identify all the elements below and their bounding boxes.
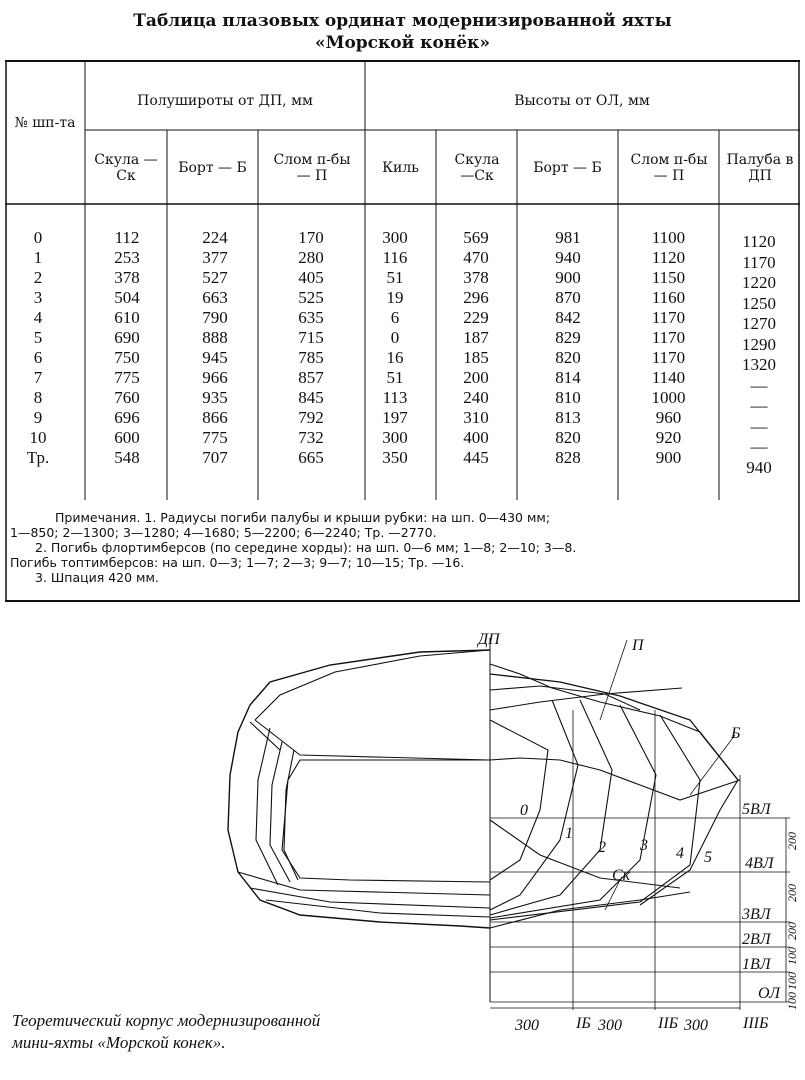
- table-cell-hb-knuckle: 405: [298, 268, 324, 287]
- note-line-2: 1—850; 2—1300; 3—1280; 4—1680; 5—2200; 6—2240; Тр. —2770.: [10, 525, 437, 540]
- table-cell-h-chine: 296: [463, 288, 489, 307]
- waterline-label-1: 1ВЛ: [742, 956, 771, 973]
- table-cell-h-deck: 1290: [742, 334, 776, 354]
- table-cell-hb-knuckle: 857: [298, 368, 324, 387]
- dim-horizontal-1: 300: [515, 1017, 539, 1034]
- note-line-5: 3. Шпация 420 мм.: [35, 570, 159, 585]
- table-cell-h-keel: 116: [382, 248, 408, 267]
- station-label-2: 2: [598, 839, 606, 856]
- figure-caption: Теоретический корпус модернизированной мини-яхты «Морской конек».: [12, 1011, 321, 1052]
- dim-vertical-1: 200: [785, 832, 799, 850]
- table-cell-hb-sheer: 966: [202, 368, 228, 387]
- table-cell-h-chine: 240: [463, 388, 489, 407]
- dim-vertical-4: 100: [785, 947, 799, 965]
- table-cell-h-chine: 310: [463, 408, 489, 427]
- table-cell-hb-sheer: 935: [202, 388, 228, 407]
- column-hb-knuckle: [268, 228, 354, 468]
- table-cell-hb-knuckle: 732: [298, 428, 324, 447]
- table-cell-stations: 5: [33, 328, 43, 347]
- table-cell-h-deck: —: [750, 416, 768, 436]
- table-cell-h-deck: —: [750, 375, 768, 395]
- column-h-knuckle: [618, 228, 719, 468]
- table-cell-h-sheer: 829: [555, 328, 581, 347]
- table-cell-h-knuckle: 1170: [651, 328, 686, 347]
- table-cell-h-knuckle: 1120: [651, 248, 686, 267]
- table-cell-h-sheer: 820: [555, 348, 581, 367]
- col-header-h-chine: Скула —Ск: [454, 152, 500, 184]
- table-cell-h-keel: 51: [386, 268, 404, 287]
- note-line-1: Примечания. 1. Радиусы погиби палубы и крыши рубки: на шп. 0—430 мм;: [55, 510, 551, 525]
- table-cell-h-chine: 445: [463, 448, 489, 467]
- table-cell-h-knuckle: 1140: [651, 368, 686, 387]
- table-cell-h-knuckle: 1170: [651, 348, 686, 367]
- table-cell-h-knuckle: 900: [655, 448, 682, 467]
- table-cell-hb-knuckle: 635: [298, 308, 324, 327]
- station-label-0: 0: [520, 802, 528, 819]
- table-cell-hb-sheer: 790: [202, 308, 228, 327]
- table-cell-h-knuckle: 1160: [651, 288, 686, 307]
- table-cell-hb-sheer: 663: [202, 288, 228, 307]
- table-cell-h-keel: 300: [382, 228, 408, 247]
- table-notes: [10, 510, 795, 585]
- table-cell-h-deck: 940: [746, 457, 772, 477]
- column-h-chine: [445, 228, 507, 468]
- table-cell-h-deck: 1250: [742, 293, 776, 313]
- waterline-label-ol: ОЛ: [758, 985, 780, 1002]
- title-line-1: Таблица плазовых ординат модернизированной яхты: [133, 11, 672, 31]
- table-cell-h-knuckle: 1170: [651, 308, 686, 327]
- note-line-3: 2. Погибь флортимберсов (по середине хорды): на шп. 0—6 мм; 1—8; 2—10; 3—8.: [35, 540, 577, 555]
- buttock-label-3: IIIБ: [743, 1015, 769, 1032]
- table-cell-h-chine: 185: [463, 348, 489, 367]
- table-cell-stations: 9: [33, 408, 43, 427]
- table-cell-h-sheer: 940: [555, 248, 581, 267]
- group-header-heights: Высоты от ОЛ, мм: [514, 93, 650, 109]
- table-cell-hb-sheer: 527: [202, 268, 228, 287]
- table-cell-h-sheer: 981: [555, 228, 581, 247]
- table-cell-hb-chine: 253: [114, 248, 140, 267]
- table-cell-h-sheer: 814: [555, 368, 581, 387]
- table-cell-hb-knuckle: 665: [298, 448, 324, 467]
- table-cell-hb-knuckle: 785: [298, 348, 324, 367]
- table-cell-hb-chine: 112: [114, 228, 140, 247]
- table-cell-h-sheer: 870: [555, 288, 581, 307]
- station-label-5: 5: [704, 849, 712, 866]
- col-header-h-deck: Палуба в ДП: [726, 152, 794, 184]
- table-cell-stations: 4: [33, 308, 43, 327]
- label-dp: ДП: [478, 631, 500, 648]
- table-cell-h-chine: 470: [463, 248, 489, 267]
- table-cell-hb-knuckle: 170: [298, 228, 324, 247]
- table-cell-h-sheer: 828: [555, 448, 581, 467]
- column-hb-sheer: [175, 228, 255, 468]
- label-b: Б: [731, 725, 741, 742]
- label-ck: Ск: [612, 867, 631, 884]
- column-h-sheer: [525, 228, 611, 468]
- table-cell-hb-chine: 504: [114, 288, 140, 307]
- table-cell-hb-sheer: 775: [202, 428, 228, 447]
- table-cell-h-chine: 400: [463, 428, 489, 447]
- dim-vertical-5: 100: [785, 972, 799, 990]
- table-cell-hb-sheer: 866: [202, 408, 228, 427]
- table-cell-hb-knuckle: 792: [298, 408, 324, 427]
- dim-vertical-6: 100: [785, 992, 799, 1010]
- table-cell-stations: Тр.: [26, 448, 50, 467]
- table-cell-h-sheer: 813: [555, 408, 581, 427]
- group-header-half-breadths: Полушироты от ДП, мм: [137, 93, 313, 109]
- title-line-2: «Морской конёк»: [315, 33, 490, 53]
- col-header-h-sheer: Борт — Б: [533, 160, 602, 176]
- table-cell-h-sheer: 900: [555, 268, 581, 287]
- col-header-hb-knuckle: Слом п-бы — П: [273, 152, 351, 184]
- table-cell-hb-chine: 696: [114, 408, 140, 427]
- waterline-label-2: 2ВЛ: [742, 931, 771, 948]
- table-cell-h-knuckle: 1000: [651, 388, 686, 407]
- table-cell-hb-sheer: 224: [202, 228, 228, 247]
- table-cell-h-keel: 197: [382, 408, 408, 427]
- table-cell-h-chine: 569: [463, 228, 489, 247]
- table-cell-stations: 10: [29, 428, 47, 447]
- table-cell-h-deck: —: [750, 396, 768, 415]
- table-cell-h-deck: 1120: [742, 232, 776, 251]
- col-header-hb-chine: Скула —Ск: [94, 152, 158, 184]
- table-cell-h-deck: —: [750, 437, 768, 456]
- waterline-label-3: 3ВЛ: [742, 906, 771, 923]
- table-cell-hb-chine: 600: [114, 428, 140, 447]
- table-cell-h-sheer: 842: [555, 308, 581, 327]
- table-cell-h-keel: 300: [382, 428, 408, 447]
- station-label-3: 3: [640, 837, 648, 854]
- table-cell-h-deck: 1170: [742, 252, 776, 272]
- table-cell-h-keel: 350: [382, 448, 408, 467]
- table-cell-h-knuckle: 1150: [651, 268, 686, 287]
- table-cell-hb-knuckle: 280: [298, 248, 324, 267]
- col-header-hb-sheer: Борт — Б: [178, 160, 247, 176]
- table-cell-hb-knuckle: 845: [298, 388, 324, 407]
- table-cell-h-knuckle: 920: [655, 428, 682, 447]
- dim-vertical-2: 200: [785, 884, 799, 902]
- table-cell-h-deck: 1270: [742, 314, 776, 333]
- table-cell-h-chine: 229: [463, 308, 489, 327]
- table-cell-stations: 3: [33, 288, 43, 307]
- table-cell-stations: 8: [33, 388, 43, 407]
- col-header-h-knuckle: Слом п-бы — П: [630, 152, 708, 184]
- table-cell-h-chine: 200: [463, 368, 489, 387]
- table-cell-hb-chine: 690: [114, 328, 140, 347]
- table-cell-h-sheer: 810: [555, 388, 581, 407]
- table-cell-h-deck: 1220: [742, 273, 776, 292]
- table-cell-hb-sheer: 707: [202, 448, 228, 467]
- table-cell-stations: 6: [33, 348, 43, 367]
- waterline-label-5: 5ВЛ: [742, 801, 771, 818]
- table-cell-stations: 0: [33, 228, 43, 247]
- table-cell-stations: 2: [33, 268, 43, 287]
- station-label-1: 1: [565, 825, 573, 842]
- col-header-h-keel: Киль: [382, 160, 419, 176]
- table-cell-hb-chine: 775: [114, 368, 140, 387]
- table-cell-stations: 7: [33, 368, 43, 387]
- table-cell-h-keel: 51: [386, 368, 404, 387]
- column-stations: [13, 228, 63, 468]
- table-cell-hb-chine: 548: [114, 448, 140, 467]
- table-cell-h-keel: 0: [390, 328, 400, 347]
- station-header: № шп-та: [14, 115, 76, 131]
- note-line-4: Погибь топтимберсов: на шп. 0—3; 1—7; 2—3; 9—7; 10—15; Тр. —16.: [10, 555, 465, 570]
- table-cell-h-chine: 378: [463, 268, 489, 287]
- column-h-keel: [365, 228, 425, 468]
- buttock-label-1: IБ: [576, 1015, 591, 1032]
- table-cell-h-knuckle: 1100: [651, 228, 686, 247]
- table-cell-hb-knuckle: 715: [298, 328, 324, 347]
- table-cell-hb-chine: 610: [114, 308, 140, 327]
- table-cell-hb-chine: 378: [114, 268, 140, 287]
- table-cell-h-keel: 113: [382, 388, 408, 407]
- table-cell-h-sheer: 820: [555, 428, 581, 447]
- buttock-label-2: IIБ: [658, 1015, 679, 1032]
- table-cell-h-knuckle: 960: [655, 408, 682, 427]
- table-cell-hb-chine: 760: [114, 388, 140, 407]
- column-h-deck: [719, 232, 799, 478]
- dim-horizontal-2: 300: [598, 1017, 622, 1034]
- table-cell-h-chine: 187: [463, 328, 489, 347]
- table-cell-stations: 1: [33, 248, 43, 267]
- table-cell-h-keel: 6: [390, 308, 400, 327]
- table-cell-h-deck: 1320: [742, 355, 776, 374]
- label-p: П: [632, 637, 644, 654]
- column-hb-chine: [95, 228, 159, 468]
- table-cell-hb-sheer: 377: [202, 248, 228, 267]
- station-label-4: 4: [676, 845, 684, 862]
- dim-vertical-3: 200: [785, 922, 799, 940]
- table-cell-hb-knuckle: 525: [298, 288, 324, 307]
- table-cell-h-keel: 19: [386, 288, 404, 307]
- dim-horizontal-3: 300: [684, 1017, 708, 1034]
- table-cell-hb-chine: 750: [114, 348, 140, 367]
- waterline-label-4: 4ВЛ: [745, 855, 774, 872]
- table-cell-h-keel: 16: [386, 348, 404, 367]
- table-cell-hb-sheer: 888: [202, 328, 228, 347]
- table-cell-hb-sheer: 945: [202, 348, 228, 367]
